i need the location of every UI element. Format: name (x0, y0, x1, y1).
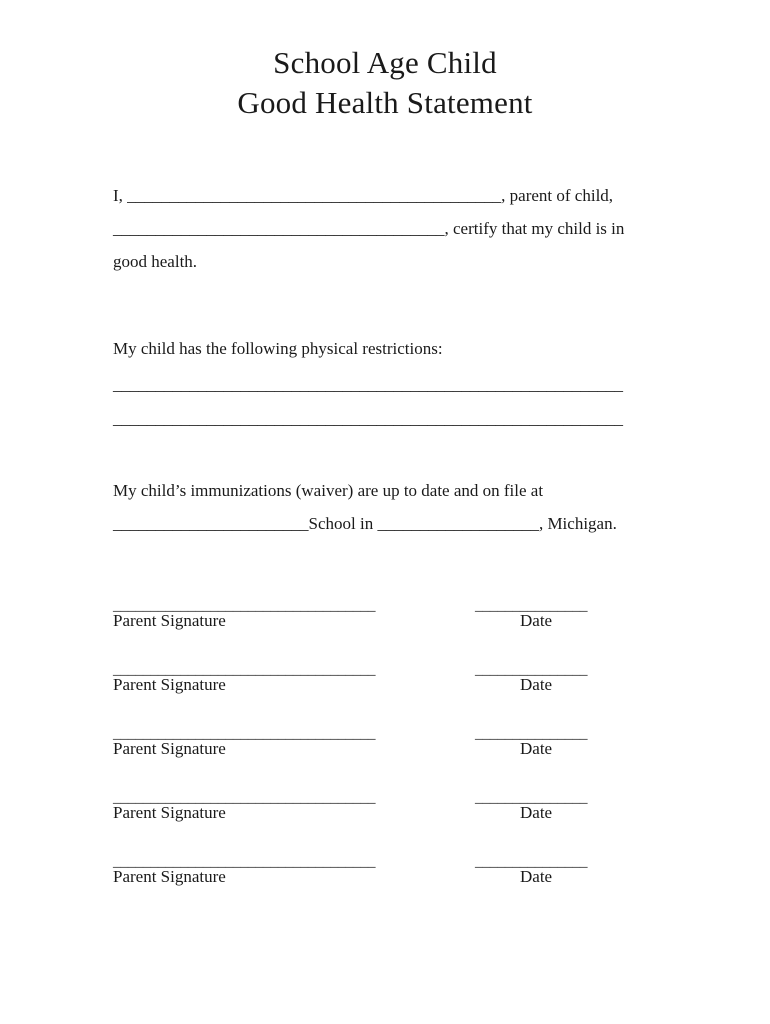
parent-signature-label: Parent Signature (113, 611, 226, 630)
date-label: Date (520, 739, 553, 758)
restrictions-blank-1[interactable]: ____________________________________________________________ (113, 375, 623, 394)
parent-signature-blank[interactable]: ___________________________________ (113, 598, 376, 614)
form-title-line2: Good Health Statement (237, 85, 533, 120)
parent-signature-blank[interactable]: ___________________________________ (113, 790, 376, 806)
signature-row (113, 725, 613, 765)
date-blank[interactable]: _______________ (475, 662, 588, 678)
date-blank[interactable]: _______________ (475, 790, 588, 806)
statement-line-child[interactable]: _______________________________________, certify that my child is in (113, 219, 625, 238)
parent-signature-label: Parent Signature (113, 675, 226, 694)
date-blank[interactable]: _______________ (475, 598, 588, 614)
date-blank[interactable]: _______________ (475, 854, 588, 870)
signature-row (113, 789, 613, 829)
restrictions-blank-2[interactable]: ____________________________________________________________ (113, 409, 623, 428)
date-label: Date (520, 675, 553, 694)
immunizations-school-line[interactable]: _______________________School in ___________________, Michigan. (113, 514, 617, 533)
signature-row (113, 853, 613, 893)
date-blank[interactable]: _______________ (475, 726, 588, 742)
statement-line-health: good health. (113, 252, 198, 271)
signature-row (113, 597, 613, 637)
date-label: Date (520, 611, 553, 630)
parent-signature-label: Parent Signature (113, 739, 226, 758)
form-title-line1: School Age Child (273, 45, 497, 80)
restrictions-label: My child has the following physical restrictions: (113, 339, 443, 358)
immunizations-statement: My child’s immunizations (waiver) are up to date and on file at (113, 481, 544, 500)
signature-row (113, 661, 613, 701)
parent-signature-label: Parent Signature (113, 803, 226, 822)
parent-signature-label: Parent Signature (113, 867, 226, 886)
parent-signature-blank[interactable]: ___________________________________ (113, 662, 376, 678)
parent-signature-blank[interactable]: ___________________________________ (113, 726, 376, 742)
statement-line-parent[interactable]: I, ____________________________________________, parent of child, (113, 186, 614, 205)
date-label: Date (520, 803, 553, 822)
parent-signature-blank[interactable]: ___________________________________ (113, 854, 376, 870)
date-label: Date (520, 867, 553, 886)
